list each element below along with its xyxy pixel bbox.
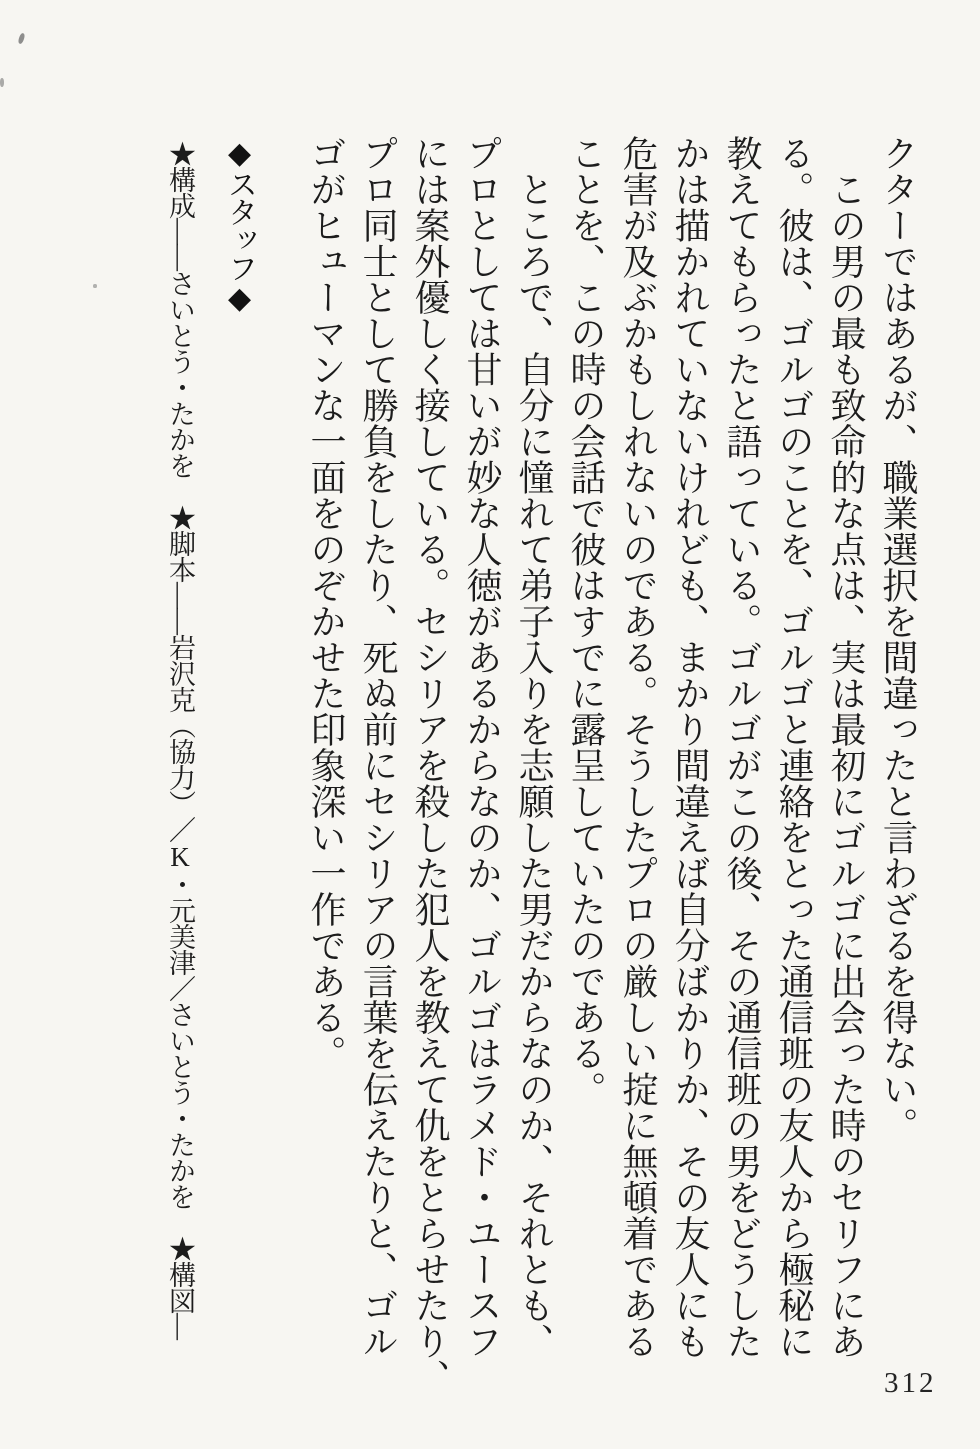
staff-credits-segment: ★構成——さいとう・たかを ★脚本——岩沢克（協力） (165, 140, 195, 816)
text-column: には案外優しく接している。セシリアを殺した犯人を教えて仇をとらせたり、 (410, 135, 450, 1395)
scan-speck (93, 284, 97, 288)
text-column: 教えてもらったと語っている。ゴルゴがこの後、その通信班の男をどうした (722, 135, 762, 1359)
text-column: かは描かれていないけれども、まかり間違えば自分ばかりか、その友人にも (670, 135, 710, 1359)
staff-credits (157, 140, 203, 1339)
text-column: ゴがヒューマンな一面をのぞかせた印象深い一作である。 (306, 135, 346, 1071)
text-column: 危害が及ぶかもしれないのである。そうしたプロの厳しい掟に無頓着である (618, 135, 658, 1359)
text-column: る。彼は、ゴルゴのことを、ゴルゴと連絡をとった通信班の友人から極秘に (774, 135, 814, 1359)
text-column: クターではあるが、職業選択を間違ったと言わざるを得ない。 (878, 135, 918, 1143)
text-column: ことを、この時の会話で彼はすでに露呈していたのである。 (566, 135, 606, 1107)
scan-speck (17, 32, 25, 44)
staff-section-heading: ◆スタッフ◆ (223, 136, 256, 314)
page-number: 312 (884, 1367, 937, 1399)
text-column: ところで、自分に憧れて弟子入りを志願した男だからなのか、それとも、 (514, 135, 554, 1359)
scan-speck (0, 78, 4, 87)
staff-credits-segment-latin: ／K・元美津／ (165, 816, 195, 1001)
text-column: プロ同士として勝負をしたり、死ぬ前にセシリアの言葉を伝えたりと、ゴル (358, 135, 398, 1359)
text-column: この男の最も致命的な点は、実は最初にゴルゴに出会った時のセリフにあ (826, 135, 866, 1359)
main-text-block (300, 135, 924, 1449)
staff-credits-segment: さいとう・たかを ★構図— (165, 1001, 195, 1339)
text-column: プロとしては甘いが妙な人徳があるからなのか、ゴルゴはラメド・ユースフ (462, 135, 502, 1359)
